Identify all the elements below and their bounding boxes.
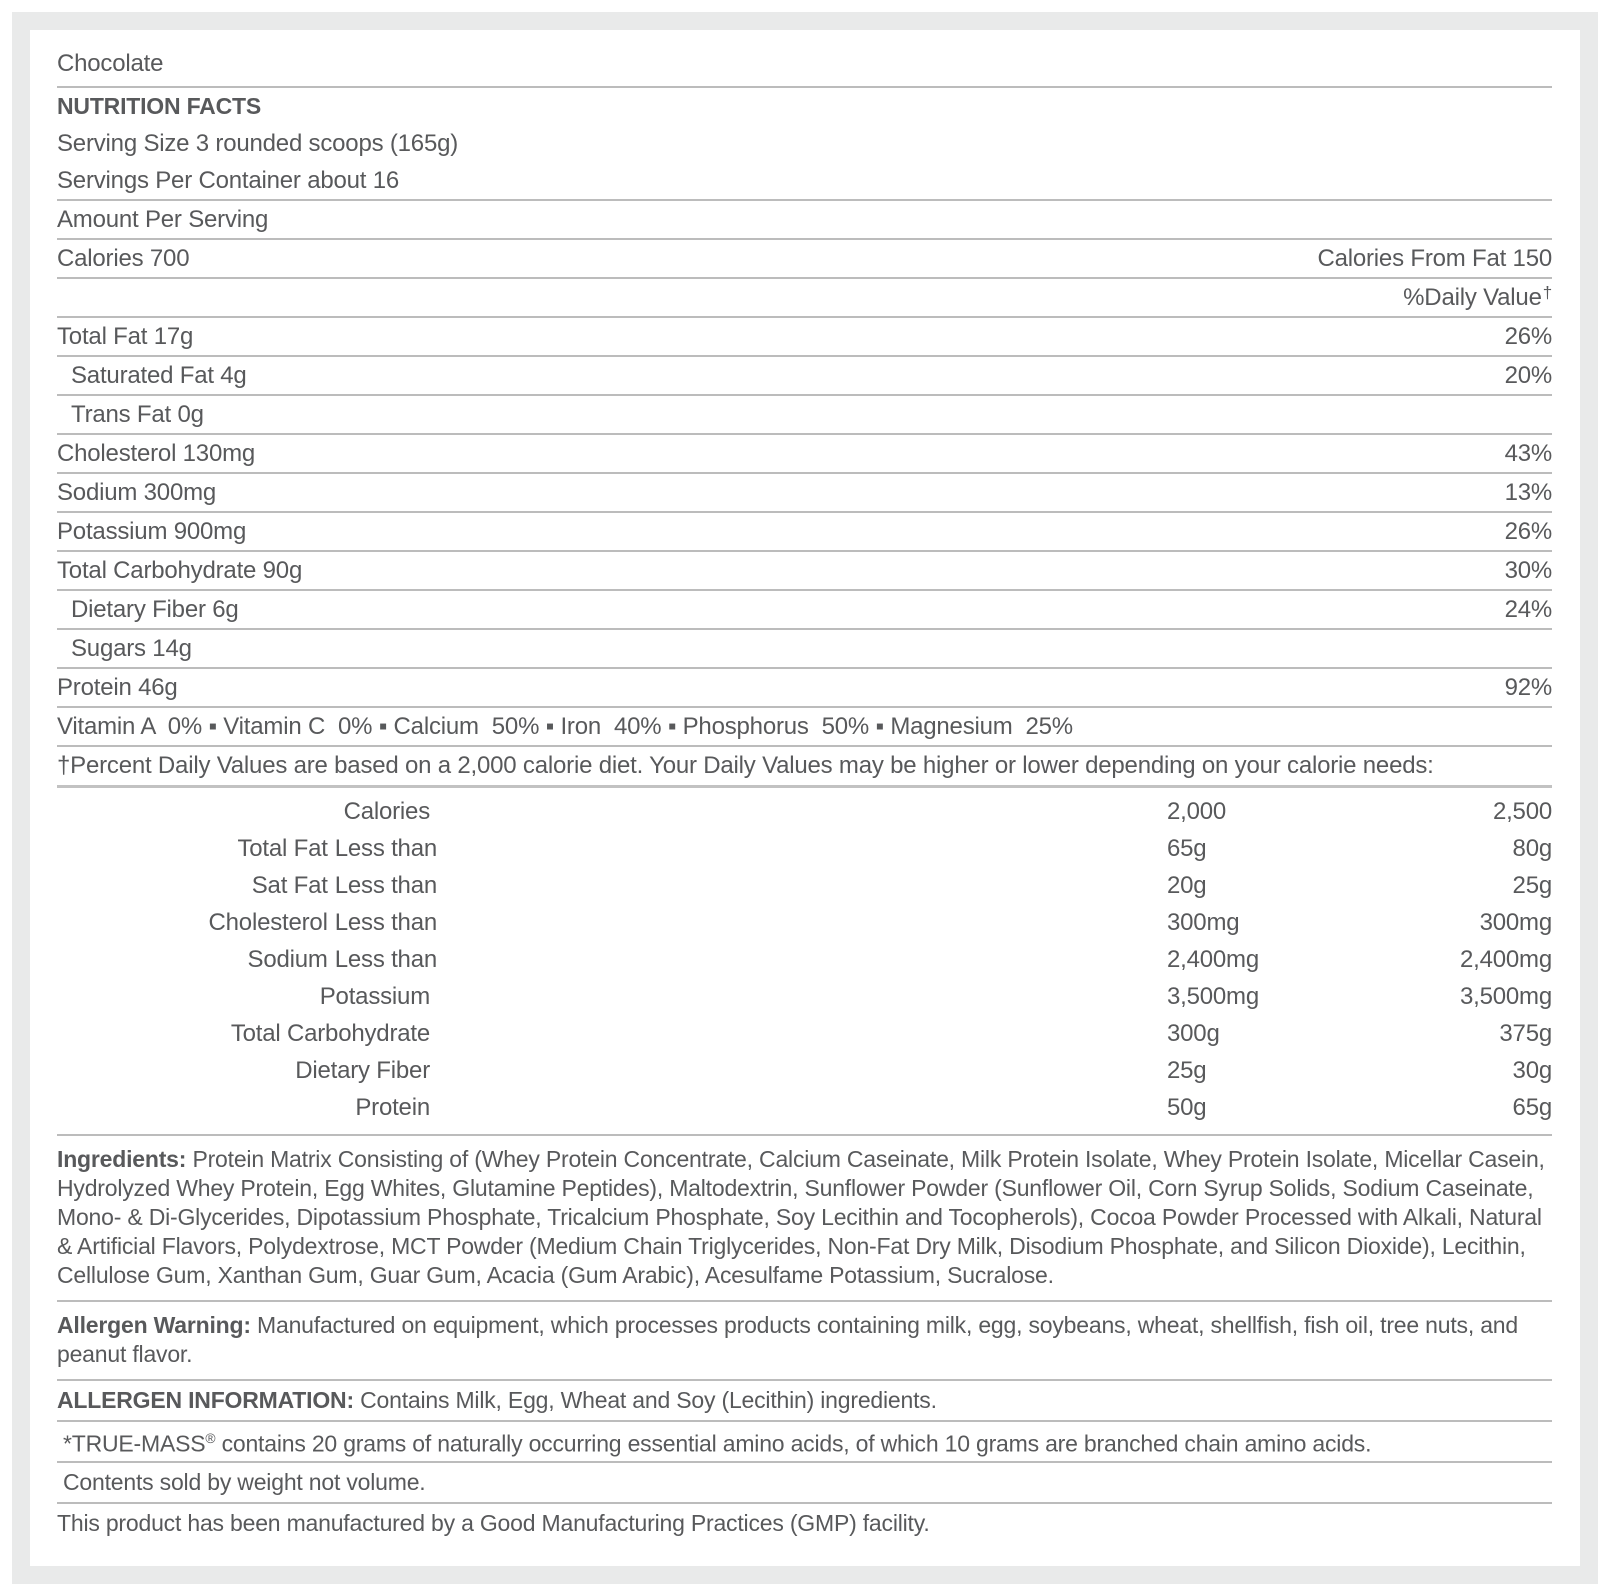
dv-2500-value: 3,500mg xyxy=(1460,982,1552,1010)
page-background xyxy=(12,12,1598,1584)
nutrient-label: Potassium 900mg xyxy=(57,517,247,545)
dv-2000-value: 300g xyxy=(1167,1019,1220,1047)
gmp-note-section xyxy=(57,1504,1552,1543)
dv-row-name: Protein xyxy=(355,1093,430,1121)
panel-title: NUTRITION FACTS xyxy=(57,93,261,119)
dv-2000-value: 20g xyxy=(1167,871,1207,899)
nutrient-label: Total Carbohydrate 90g xyxy=(57,556,303,584)
allergen-warning-section xyxy=(57,1302,1552,1381)
nutrient-dv: 26% xyxy=(1504,517,1552,545)
dv-2000-value: 2,400mg xyxy=(1167,945,1259,973)
registered-trademark-symbol: ® xyxy=(205,1431,216,1447)
table-row xyxy=(57,867,1552,904)
serving-size-row xyxy=(57,125,1552,162)
dv-2500-value: 30g xyxy=(1512,1056,1552,1084)
ingredients-text: Protein Matrix Consisting of (Whey Protein Concentrate, Calcium Caseinate, Milk Protein Isolate, Whey Protein Isolate, Micellar Casein, Hydrolyzed Whey Protein, Egg Whites, Glutamine Peptides), Maltodextrin, Sunflower Powder (Sunflower Oil, Corn Syrup Solids, Sodium Caseinate, Mono- & Di-Glycerides, Dipotassium Phosphate, Tricalcium Phosphate, Soy Lecithin and Tocopherols), Cocoa Powder Processed with Alkali, Natural & Artificial Flavors, Polydextrose, MCT Powder (Medium Chain Triglycerides, Non-Fat Dry Milk, Disodium Phosphate, and Silicon Dioxide), Lecithin, Cellulose Gum, Xanthan Gum, Guar Gum, Acacia (Gum Arabic), Acesulfame Potassium, Sucralose. xyxy=(57,1146,1545,1288)
nutrient-row xyxy=(57,513,1552,552)
nutrient-label: Sodium 300mg xyxy=(57,478,217,506)
dv-row-qualifier: Less than xyxy=(334,908,437,936)
nutrient-label: Cholesterol 130mg xyxy=(57,439,256,467)
nutrient-dv: 43% xyxy=(1504,439,1552,467)
allergen-warning-text: Manufactured on equipment, which processes products containing milk, egg, soybeans, wheat, shellfish, fish oil, tree nuts, and peanut flavor. xyxy=(57,1312,1518,1367)
vitamins-row xyxy=(57,708,1552,747)
nutrient-row xyxy=(57,591,1552,630)
dv-row-name: Dietary Fiber xyxy=(295,1056,430,1084)
table-row xyxy=(57,941,1552,978)
dv-2000-value: 300mg xyxy=(1167,908,1240,936)
nutrient-row xyxy=(57,435,1552,474)
contents-note-section xyxy=(57,1463,1552,1504)
calories-row xyxy=(57,240,1552,279)
dagger-symbol: † xyxy=(1542,282,1552,302)
servings-per-container-row xyxy=(57,162,1552,201)
nutrient-row xyxy=(57,669,1552,708)
ingredients-label: Ingredients: xyxy=(57,1146,187,1172)
nutrient-row xyxy=(57,357,1552,396)
dv-2500-value: 65g xyxy=(1512,1093,1552,1121)
true-mass-note-section xyxy=(57,1422,1552,1463)
dv-2500-value: 80g xyxy=(1512,834,1552,862)
dv-row-name: Potassium xyxy=(319,982,430,1010)
table-row xyxy=(57,793,1552,830)
dv-2000-value: 3,500mg xyxy=(1167,982,1259,1010)
nutrient-dv: 30% xyxy=(1504,556,1552,584)
dv-2500-value: 25g xyxy=(1512,871,1552,899)
nutrient-label: Sugars 14g xyxy=(71,634,192,662)
footnote-row xyxy=(57,747,1552,788)
ingredients-section xyxy=(57,1136,1552,1302)
calories-value: Calories 700 xyxy=(57,244,190,272)
serving-size: Serving Size 3 rounded scoops (165g) xyxy=(57,129,459,157)
dv-row-qualifier: Less than xyxy=(334,871,437,899)
dv-row-name: Sat Fat xyxy=(251,871,328,899)
nutrient-label: Protein 46g xyxy=(57,673,178,701)
nutrient-dv: 92% xyxy=(1504,673,1552,701)
dv-2500-value: 2,500 xyxy=(1492,797,1552,825)
nutrient-dv: 13% xyxy=(1504,478,1552,506)
nutrient-dv: 26% xyxy=(1504,322,1552,350)
table-row xyxy=(57,1089,1552,1126)
table-row xyxy=(57,830,1552,867)
dv-2500-value: 2,400mg xyxy=(1460,945,1552,973)
dv-row-qualifier: Less than xyxy=(334,834,437,862)
nutrient-label: Dietary Fiber 6g xyxy=(71,595,239,623)
nutrient-row xyxy=(57,474,1552,513)
table-row xyxy=(57,1015,1552,1052)
table-row xyxy=(57,904,1552,941)
daily-value-header: %Daily Value† xyxy=(1403,282,1552,311)
dv-row-name: Calories xyxy=(343,797,430,825)
nutrient-label: Total Fat 17g xyxy=(57,322,194,350)
allergen-information-label: ALLERGEN INFORMATION: xyxy=(57,1387,354,1413)
contents-note: Contents sold by weight not volume. xyxy=(63,1469,426,1495)
nutrition-panel xyxy=(30,30,1580,1566)
calories-from-fat: Calories From Fat 150 xyxy=(1317,244,1552,272)
dv-2000-value: 25g xyxy=(1167,1056,1207,1084)
dv-2500-value: 375g xyxy=(1499,1019,1552,1047)
true-mass-text: contains 20 grams of naturally occurring essential amino acids, of which 10 grams are branched chain amino acids. xyxy=(215,1430,1372,1457)
nutrient-dv: 24% xyxy=(1504,595,1552,623)
dv-row-name: Total Fat xyxy=(237,834,328,862)
dv-row-name: Total Carbohydrate xyxy=(230,1019,430,1047)
vitamins-line: Vitamin A 0% ▪ Vitamin C 0% ▪ Calcium 50% ▪ Iron 40% ▪ Phosphorus 50% ▪ Magnesium 25% xyxy=(57,712,1073,740)
servings-per-container: Servings Per Container about 16 xyxy=(57,166,400,194)
nutrient-dv: 20% xyxy=(1504,361,1552,389)
flavor-name: Chocolate xyxy=(57,50,164,77)
daily-value-header-row xyxy=(57,279,1552,318)
amount-per-serving-row xyxy=(57,201,1552,240)
nutrient-row xyxy=(57,318,1552,357)
dv-2000-value: 2,000 xyxy=(1167,797,1227,825)
gmp-note: This product has been manufactured by a Good Manufacturing Practices (GMP) facility. xyxy=(57,1510,930,1536)
dv-2000-value: 65g xyxy=(1167,834,1207,862)
allergen-warning-label: Allergen Warning: xyxy=(57,1312,251,1338)
allergen-information-section xyxy=(57,1381,1552,1422)
nutrient-row xyxy=(57,552,1552,591)
panel-title-row xyxy=(57,88,1552,125)
daily-value-footnote: †Percent Daily Values are based on a 2,000 calorie diet. Your Daily Values may be higher or lower depending on your calorie needs: xyxy=(57,752,1434,779)
dv-2000-value: 50g xyxy=(1167,1093,1207,1121)
table-row xyxy=(57,1052,1552,1089)
nutrient-label: Saturated Fat 4g xyxy=(71,361,247,389)
true-mass-prefix: *TRUE-MASS xyxy=(63,1430,206,1457)
daily-values-reference-table xyxy=(57,788,1552,1136)
nutrient-row xyxy=(57,630,1552,669)
dv-2500-value: 300mg xyxy=(1479,908,1552,936)
allergen-information-text: Contains Milk, Egg, Wheat and Soy (Lecithin) ingredients. xyxy=(360,1387,937,1413)
nutrient-row xyxy=(57,396,1552,435)
dv-row-name: Sodium xyxy=(247,945,328,973)
table-row xyxy=(57,978,1552,1015)
dv-row-qualifier: Less than xyxy=(334,945,437,973)
flavor-row xyxy=(57,42,1552,88)
nutrient-label: Trans Fat 0g xyxy=(71,400,204,428)
dv-row-name: Cholesterol xyxy=(208,908,328,936)
amount-per-serving: Amount Per Serving xyxy=(57,205,269,233)
